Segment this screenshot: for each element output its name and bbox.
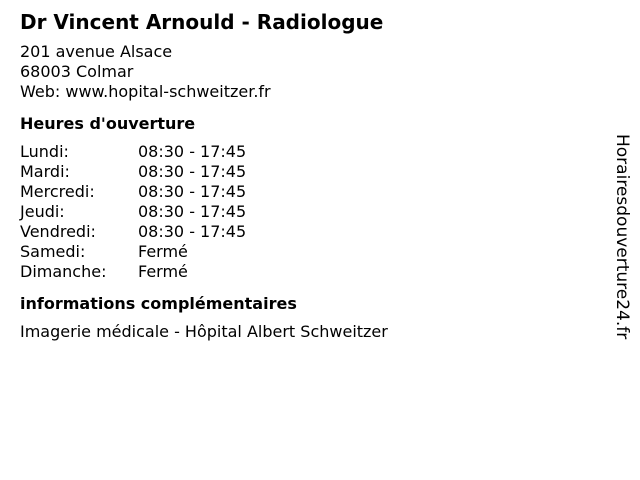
hours-time: 08:30 - 17:45 [138,162,247,181]
address-city: 68003 Colmar [20,62,134,81]
hours-day: Mardi: [20,162,70,181]
additional-info-text: Imagerie médicale - Hôpital Albert Schweitzer [20,322,388,341]
hours-time: 08:30 - 17:45 [138,142,247,161]
hours-day: Samedi: [20,242,86,261]
site-watermark-text: Horairesdouverture24.fr [612,134,632,340]
hours-day: Lundi: [20,142,69,161]
hours-time: Fermé [138,262,188,281]
hours-day: Jeudi: [20,202,65,221]
hours-time: 08:30 - 17:45 [138,182,247,201]
hours-row-saturday [20,242,580,262]
hours-row-monday [20,142,580,162]
additional-info-heading: informations complémentaires [20,294,297,313]
opening-hours-table [20,142,580,282]
hours-row-thursday [20,202,580,222]
address-street: 201 avenue Alsace [20,42,173,61]
page-title: Dr Vincent Arnould - Radiologue [20,10,384,34]
hours-row-friday [20,222,580,242]
hours-day: Mercredi: [20,182,95,201]
listing-card [20,8,580,342]
hours-time: 08:30 - 17:45 [138,202,247,221]
hours-day: Vendredi: [20,222,96,241]
opening-hours-heading: Heures d'ouverture [20,114,196,133]
website-link[interactable]: Web: www.hopital-schweitzer.fr [20,82,271,101]
hours-time: 08:30 - 17:45 [138,222,247,241]
hours-row-tuesday [20,162,580,182]
site-watermark [612,134,632,344]
hours-row-sunday [20,262,580,282]
hours-time: Fermé [138,242,188,261]
hours-day: Dimanche: [20,262,107,281]
hours-row-wednesday [20,182,580,202]
